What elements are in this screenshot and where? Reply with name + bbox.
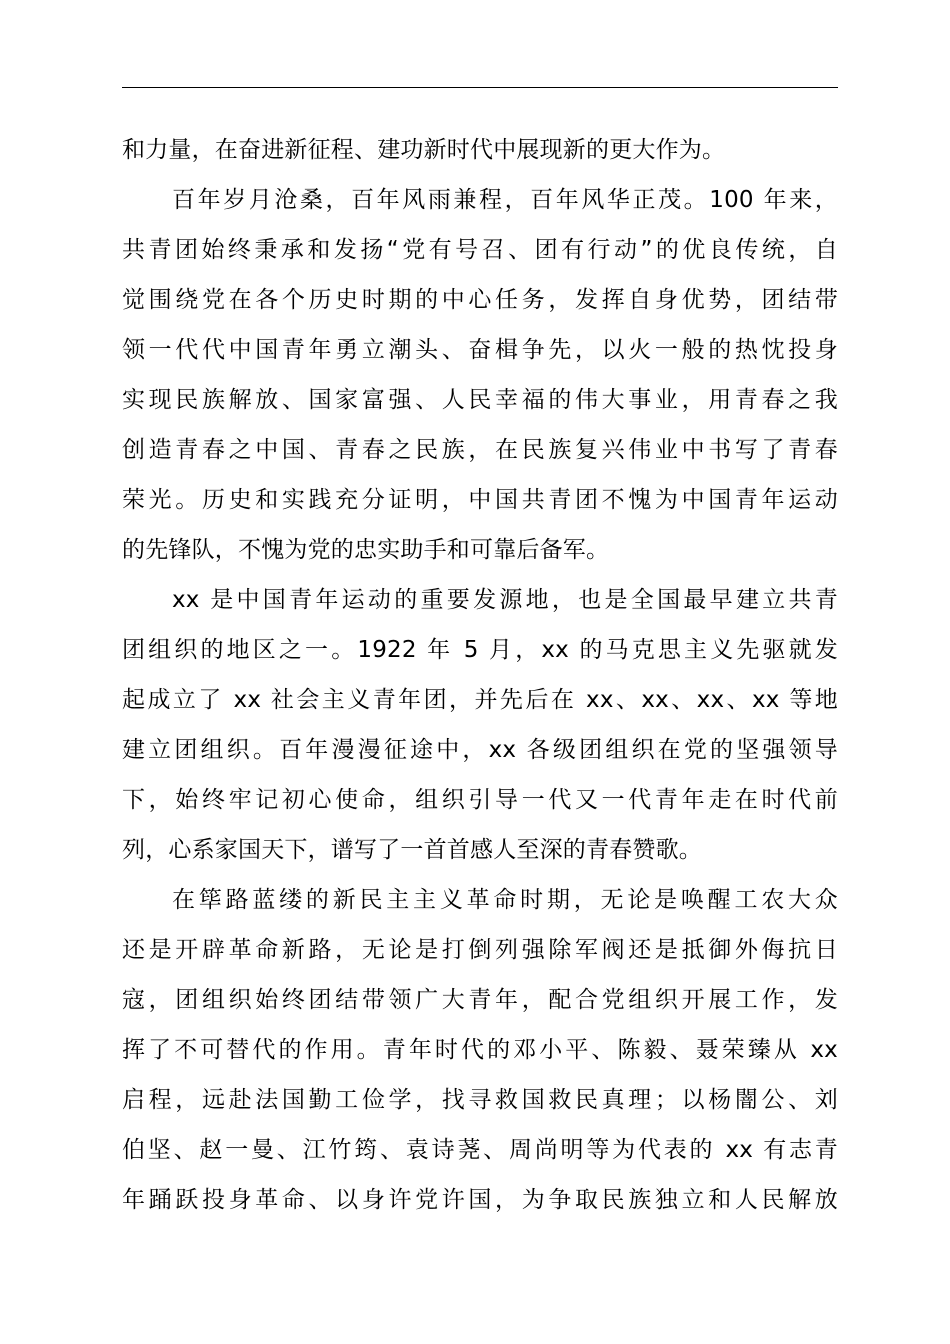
paragraph-first-line: 百年岁月沧桑，百年风雨兼程，百年风华正茂。100 年来， [172, 187, 838, 213]
text-line: 年踊跃投身革命、以身许党许国，为争取民族独立和人民解放 [122, 1187, 838, 1213]
text-line: 觉围绕党在各个历史时期的中心任务，发挥自身优势，团结带 [122, 287, 838, 313]
text-line: 团组织的地区之一。1922 年 5 月，xx 的马克思主义先驱就发 [122, 637, 838, 663]
text-line: 下，始终牢记初心使命，组织引导一代又一代青年走在时代前 [122, 787, 838, 813]
paragraph-first-line: xx 是中国青年运动的重要发源地，也是全国最早建立共青 [172, 587, 838, 613]
text-line: 荣光。历史和实践充分证明，中国共青团不愧为中国青年运动 [122, 487, 838, 513]
text-line: 实现民族解放、国家富强、人民幸福的伟大事业，用青春之我 [122, 387, 838, 413]
text-line: 寇，团组织始终团结带领广大青年，配合党组织开展工作，发 [122, 987, 838, 1013]
document-body [122, 125, 838, 1225]
text-line: 还是开辟革命新路，无论是打倒列强除军阀还是抵御外侮抗日 [122, 937, 838, 963]
text-line: 创造青春之中国、青春之民族，在民族复兴伟业中书写了青春 [122, 437, 838, 463]
text-line: 伯坚、赵一曼、江竹筠、袁诗荛、周尚明等为代表的 xx 有志青 [122, 1137, 838, 1163]
text-line: 共青团始终秉承和发扬“党有号召、团有行动”的优良传统，自 [122, 237, 838, 263]
text-line: 建立团组织。百年漫漫征途中，xx 各级团组织在党的坚强领导 [122, 737, 838, 763]
text-line: 挥了不可替代的作用。青年时代的邓小平、陈毅、聂荣臻从 xx [122, 1037, 838, 1063]
paragraph-first-line: 在筚路蓝缕的新民主主义革命时期，无论是唤醒工农大众 [172, 887, 838, 913]
text-line: 和力量，在奋进新征程、建功新时代中展现新的更大作为。 [122, 137, 726, 163]
text-line: 起成立了 xx 社会主义青年团，并先后在 xx、xx、xx、xx 等地 [122, 687, 838, 713]
text-line: 列，心系家国天下，谱写了一首首感人至深的青春赞歌。 [122, 837, 702, 863]
text-line: 领一代代中国青年勇立潮头、奋楫争先，以火一般的热忱投身 [122, 337, 838, 363]
header-rule [122, 87, 838, 88]
text-line: 的先锋队，不愧为党的忠实助手和可靠后备军。 [122, 537, 610, 563]
text-line: 启程，远赴法国勤工俭学，找寻救国救民真理；以杨闇公、刘 [122, 1087, 838, 1113]
